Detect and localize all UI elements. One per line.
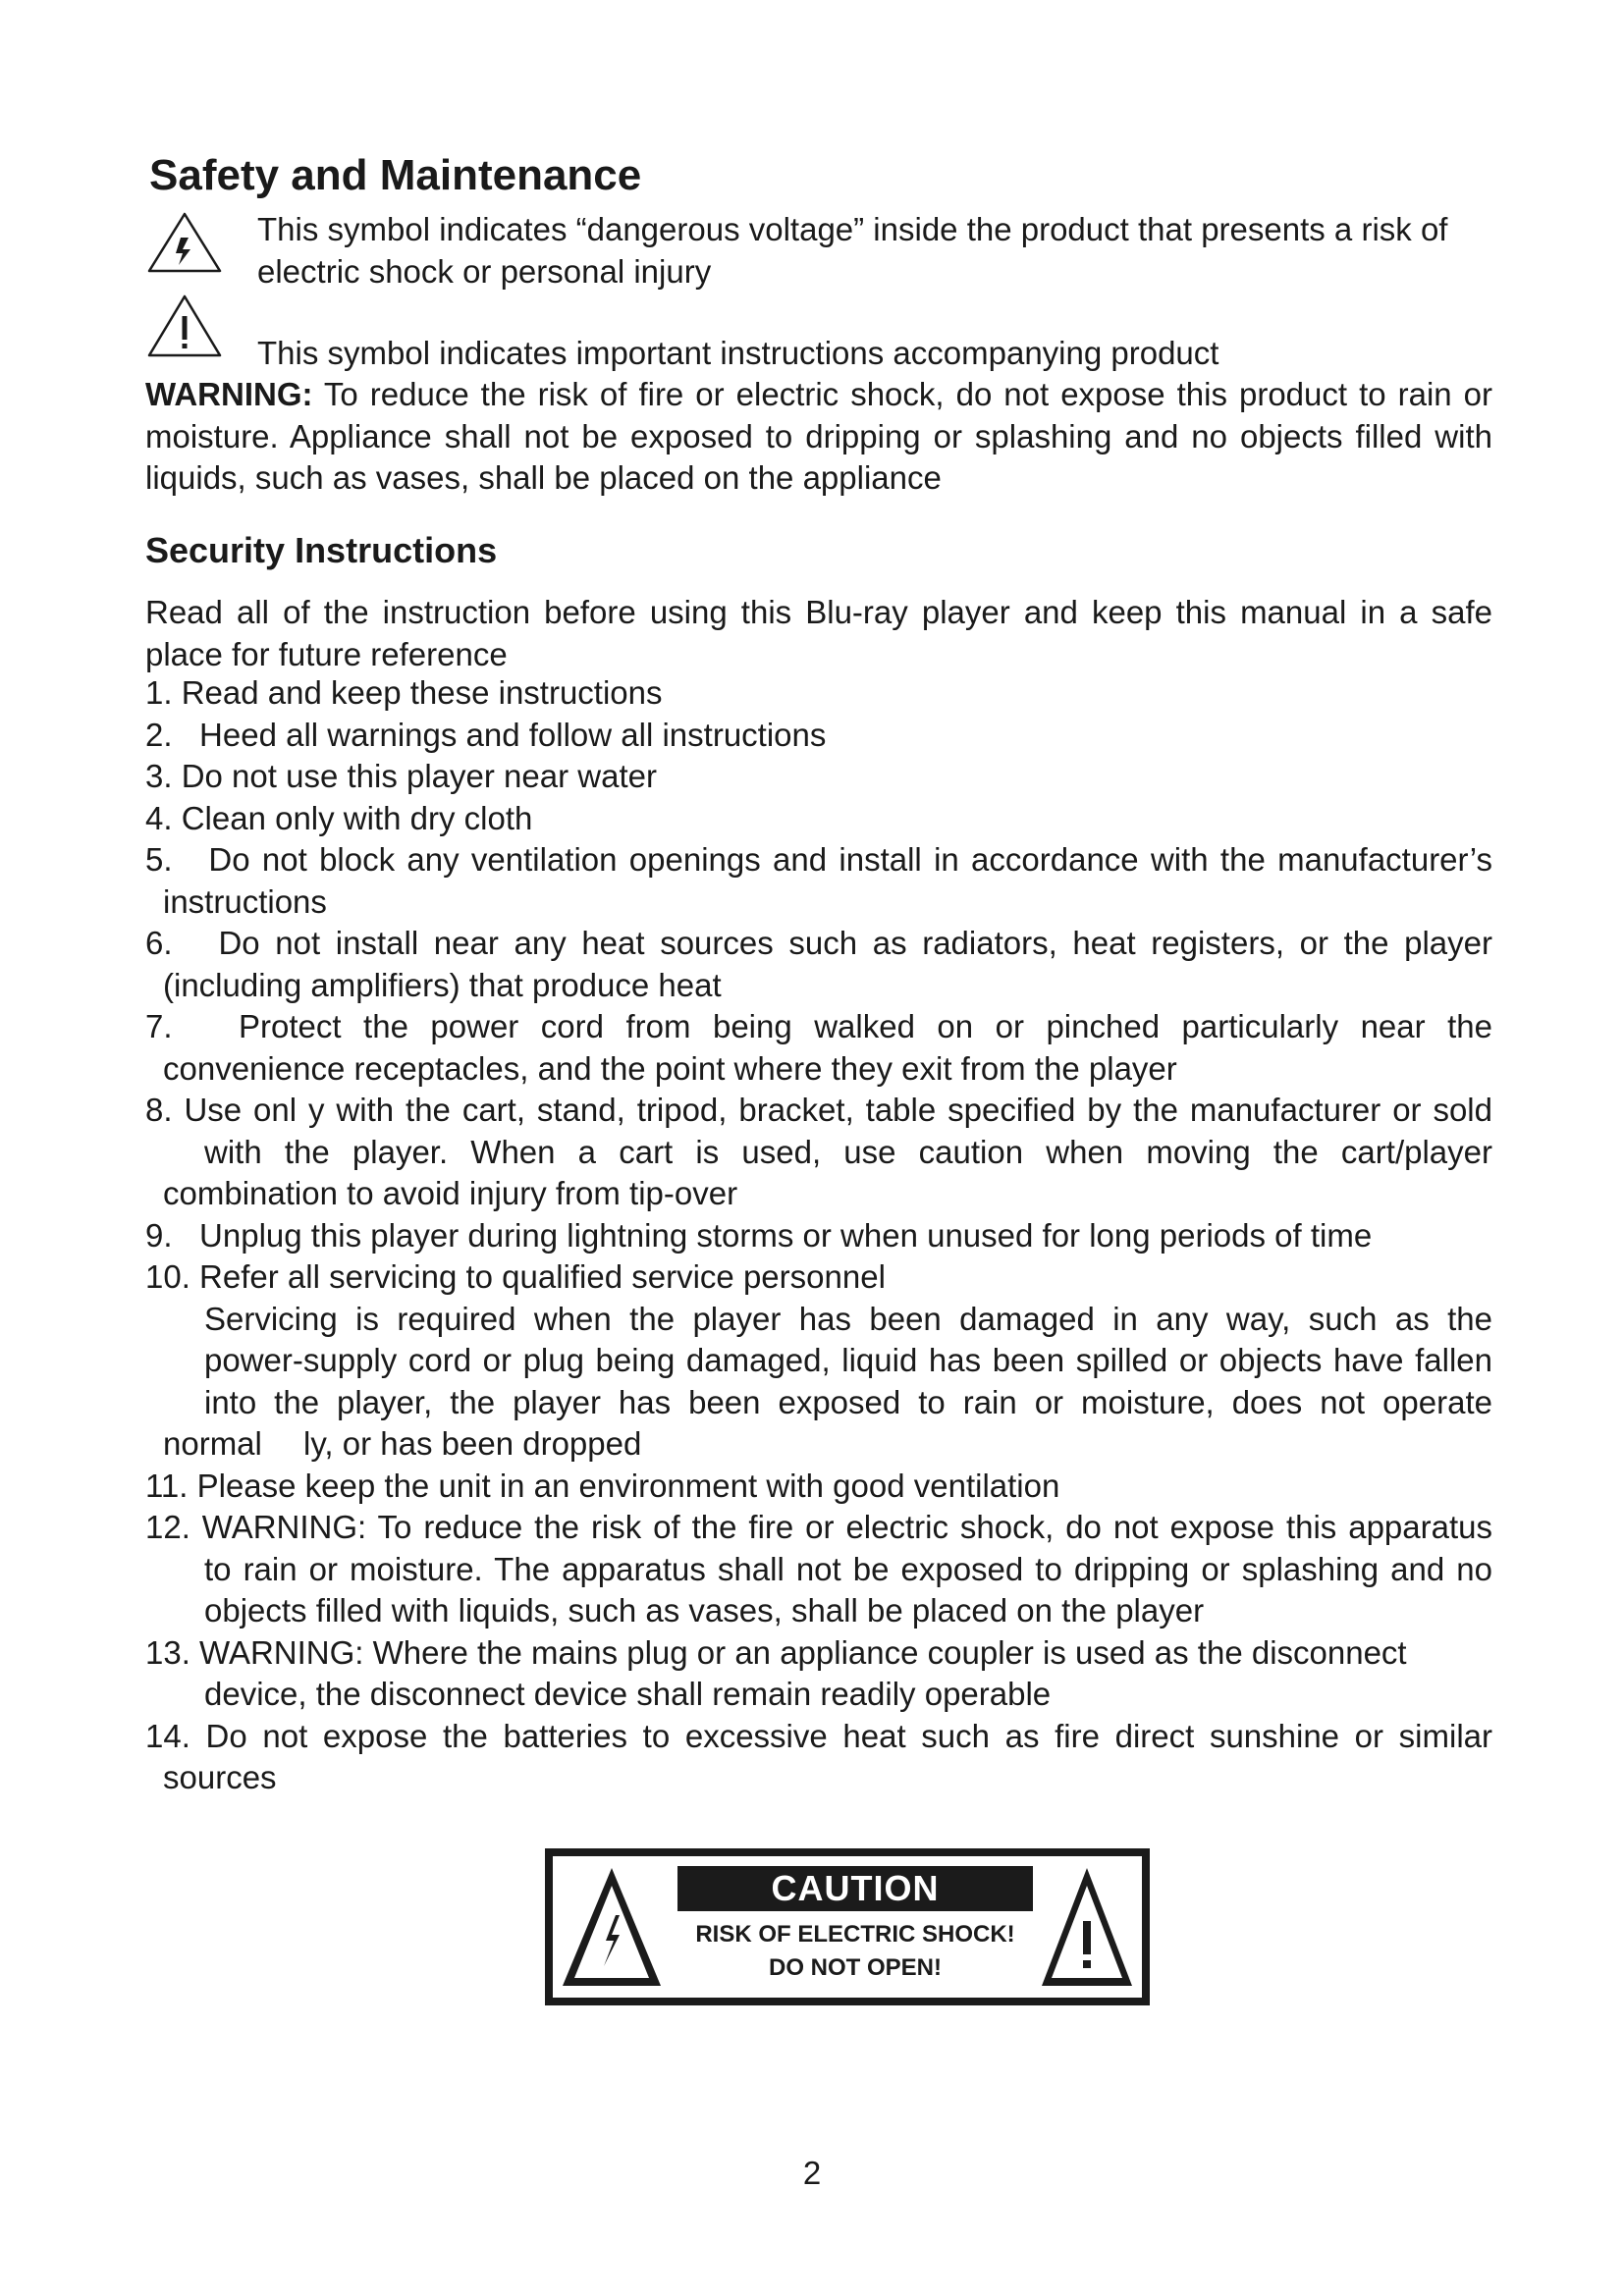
security-intro: Read all of the instruction before using this Blu-ray player and keep this manual in a safe place for future reference [145, 594, 1492, 672]
caution-title: CAUTION [677, 1866, 1033, 1911]
list-item: 2. Heed all warnings and follow all instructions [145, 716, 827, 753]
list-item: 9. Unplug this player during lightning storms or when unused for long periods of time [145, 1216, 1373, 1254]
exclamation-warning-icon [1038, 1864, 1136, 1990]
caution-line-1: RISK OF ELECTRIC SHOCK! [695, 1921, 1015, 1948]
page-title: Safety and Maintenance [149, 151, 642, 199]
list-item: 5. Do not block any ventilation openings and install in accordance with the manufacturer’s instructions [145, 841, 1492, 920]
warning-text: To reduce the risk of fire or electric shock, do not expose this product to rain or moisture. Appliance shall not be exposed to dripping or splashing and no objects filled with liquids, such as vases, shall be placed on the appliance [145, 376, 1492, 496]
warning-label: WARNING: [145, 376, 313, 412]
exclamation-warning-icon [145, 293, 224, 361]
symbol-instructions-text: This symbol indicates important instructions accompanying product [257, 335, 1219, 371]
security-heading: Security Instructions [145, 530, 498, 570]
list-item: 12. WARNING: To reduce the risk of the fire or electric shock, do not expose this apparatus to rain or moisture. The apparatus shall not be exposed to dripping or splashing and no objects filled with liquids, such as vases, shall be placed on the player [145, 1509, 1492, 1629]
list-item: 6. Do not install near any heat sources such as radiators, heat registers, or the player (including amplifiers) that produce heat [145, 925, 1492, 1003]
list-item: 11. Please keep the unit in an environment with good ventilation [145, 1467, 1060, 1504]
list-item: 8. Use onl y with the cart, stand, tripod, bracket, table specified by the manufacturer or sold with the player. When a cart is used, use caution when moving the cart/player combination to avoid injury from tip-over [145, 1092, 1492, 1211]
list-item: 1. Read and keep these instructions [145, 674, 663, 711]
page-number: 2 [802, 2155, 822, 2191]
symbol-voltage-text: This symbol indicates “dangerous voltage” inside the product that presents a risk of electric shock or personal injury [257, 211, 1448, 290]
list-item: 3. Do not use this player near water [145, 758, 657, 794]
security-list [145, 672, 1492, 1799]
list-item: 14. Do not expose the batteries to excessive heat such as fire direct sunshine or similar sources [145, 1717, 1493, 1795]
caution-line-2: DO NOT OPEN! [768, 1954, 942, 1981]
electric-shock-warning-icon [145, 208, 224, 277]
list-item: 4. Clean only with dry cloth [145, 799, 533, 836]
list-item: 13. WARNING: Where the mains plug or an appliance coupler is used as the disconnect device, the disconnect device shall remain readily operable [145, 1633, 1407, 1712]
lightning-warning-icon [559, 1864, 665, 1990]
list-item: 7. Protect the power cord from being walked on or pinched particularly near the convenience receptacles, and the point where they exit from the player [145, 1008, 1492, 1087]
caution-label [545, 1848, 1150, 2005]
list-item: 10. Refer all servicing to qualified service personnel Servicing is required when the player has been damaged in any way, such as the power-supply cord or plug being damaged, liquid has been spilled or objects have fallen into the player, the player has been exposed to rain or moisture, does not operate normal ly, or has been dropped [145, 1258, 1492, 1462]
warning-paragraph [145, 374, 1492, 500]
